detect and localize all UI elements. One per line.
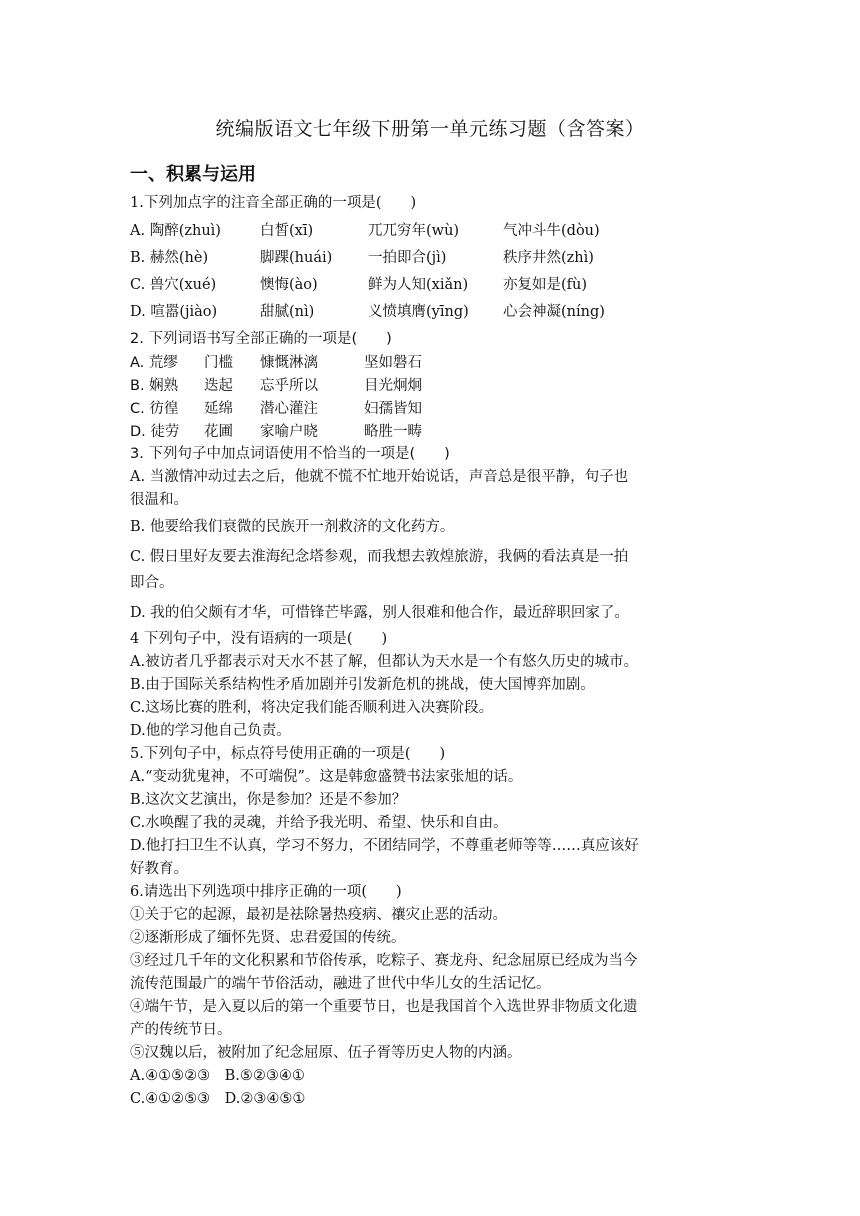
q2-option-d: D. 徒劳 花圃 家喻户晓 略胜一畴 <box>130 424 422 440</box>
section-heading: 一、积累与运用 <box>130 164 256 185</box>
document-title: 统编版语文七年级下册第一单元练习题（含答案） <box>215 118 645 140</box>
q1-option-d: D. 喧嚣(jiào) 甜腻(nì) 义愤填膺(yīng) 心会神凝(níng) <box>130 304 605 320</box>
q3-option-a-line2: 很温和。 <box>130 492 188 508</box>
q6-sentence-3-line1: ③经过几千年的文化积累和节俗传承，吃粽子、赛龙舟、纪念屈原已经成为当今 <box>130 953 638 969</box>
q5-option-b: B.这次文艺演出，你是参加？还是不参加？ <box>130 792 407 808</box>
q2-stem: 2. 下列词语书写全部正确的一项是( ) <box>130 331 392 347</box>
q5-option-c: C.水唤醒了我的灵魂，并给予我光明、希望、快乐和自由。 <box>130 815 508 831</box>
q5-option-a: A.“变动犹鬼神，不可端倪”。这是韩愈盛赞书法家张旭的话。 <box>130 769 523 785</box>
q1-option-c: C. 兽穴(xué) 懊悔(ào) 鲜为人知(xiǎn) 亦复如是(fù) <box>130 277 588 293</box>
q6-sentence-1: ①关于它的起源，最初是祛除暑热疫病、禳灾止恶的活动。 <box>130 907 507 923</box>
q2-option-c: C. 彷徨 延绵 潜心灌注 妇孺皆知 <box>130 401 422 417</box>
q2-option-a: A. 荒缪 门槛 慷慨淋漓 坚如磐石 <box>130 355 422 371</box>
q1-stem: 1.下列加点字的注音全部正确的一项是( ) <box>130 195 417 211</box>
q4-option-b: B.由于国际关系结构性矛盾加剧并引发新危机的挑战，使大国博弈加剧。 <box>130 677 595 693</box>
q4-option-c: C.这场比赛的胜利，将决定我们能否顺利进入决赛阶段。 <box>130 700 494 716</box>
q3-option-a-line1: A. 当激情冲动过去之后，他就不慌不忙地开始说话，声音总是很平静，句子也 <box>130 469 629 485</box>
q5-stem: 5.下列句子中，标点符号使用正确的一项是( ) <box>130 746 446 762</box>
q6-sentence-4-line2: 产的传统节日。 <box>130 1022 232 1038</box>
q3-option-c-line1: C. 假日里好友要去淮海纪念塔参观，而我想去敦煌旅游，我俩的看法真是一拍 <box>130 549 629 565</box>
q6-options-ab: A.④①⑤②③ B.⑤②③④① <box>130 1068 305 1084</box>
q6-sentence-2: ②逐渐形成了缅怀先贤、忠君爱国的传统。 <box>130 930 406 946</box>
q3-option-d: D. 我的伯父颇有才华，可惜锋芒毕露，别人很难和他合作，最近辞职回家了。 <box>130 605 629 621</box>
q5-option-d-line2: 好教育。 <box>130 861 188 877</box>
q6-stem: 6.请选出下列选项中排序正确的一项( ) <box>130 884 402 900</box>
q5-option-d-line1: D.他打扫卫生不认真，学习不努力，不团结同学，不尊重老师等等……真应该好 <box>130 838 639 854</box>
q1-option-b: B. 赫然(hè) 脚踝(huái) 一拍即合(jì) 秩序井然(zhì) <box>130 250 594 266</box>
q3-option-c-line2: 即合。 <box>130 575 174 591</box>
q4-option-d: D.他的学习他自己负责。 <box>130 723 291 739</box>
q6-sentence-4-line1: ④端午节，是入夏以后的第一个重要节日，也是我国首个入选世界非物质文化遗 <box>130 999 638 1015</box>
q6-options-cd: C.④①②⑤③ D.②③④⑤① <box>130 1091 306 1107</box>
q3-option-b: B. 他要给我们衰微的民族开一剂救济的文化药方。 <box>130 519 455 535</box>
q6-sentence-5: ⑤汉魏以后，被附加了纪念屈原、伍子胥等历史人物的内涵。 <box>130 1045 522 1061</box>
q4-option-a: A.被访者几乎都表示对天水不甚了解，但都认为天水是一个有悠久历史的城市。 <box>130 654 639 670</box>
q3-stem: 3. 下列句子中加点词语使用不恰当的一项是( ) <box>130 446 450 462</box>
q6-sentence-3-line2: 流传范围最广的端午节俗活动，融进了世代中华儿女的生活记忆。 <box>130 976 551 992</box>
q1-option-a: A. 陶醉(zhuì) 白皙(xī) 兀兀穷年(wù) 气冲斗牛(dòu) <box>130 223 600 239</box>
q4-stem: 4 下列句子中，没有语病的一项是( ) <box>130 631 388 647</box>
q2-option-b: B. 娴熟 迭起 忘乎所以 目光炯炯 <box>130 378 422 394</box>
